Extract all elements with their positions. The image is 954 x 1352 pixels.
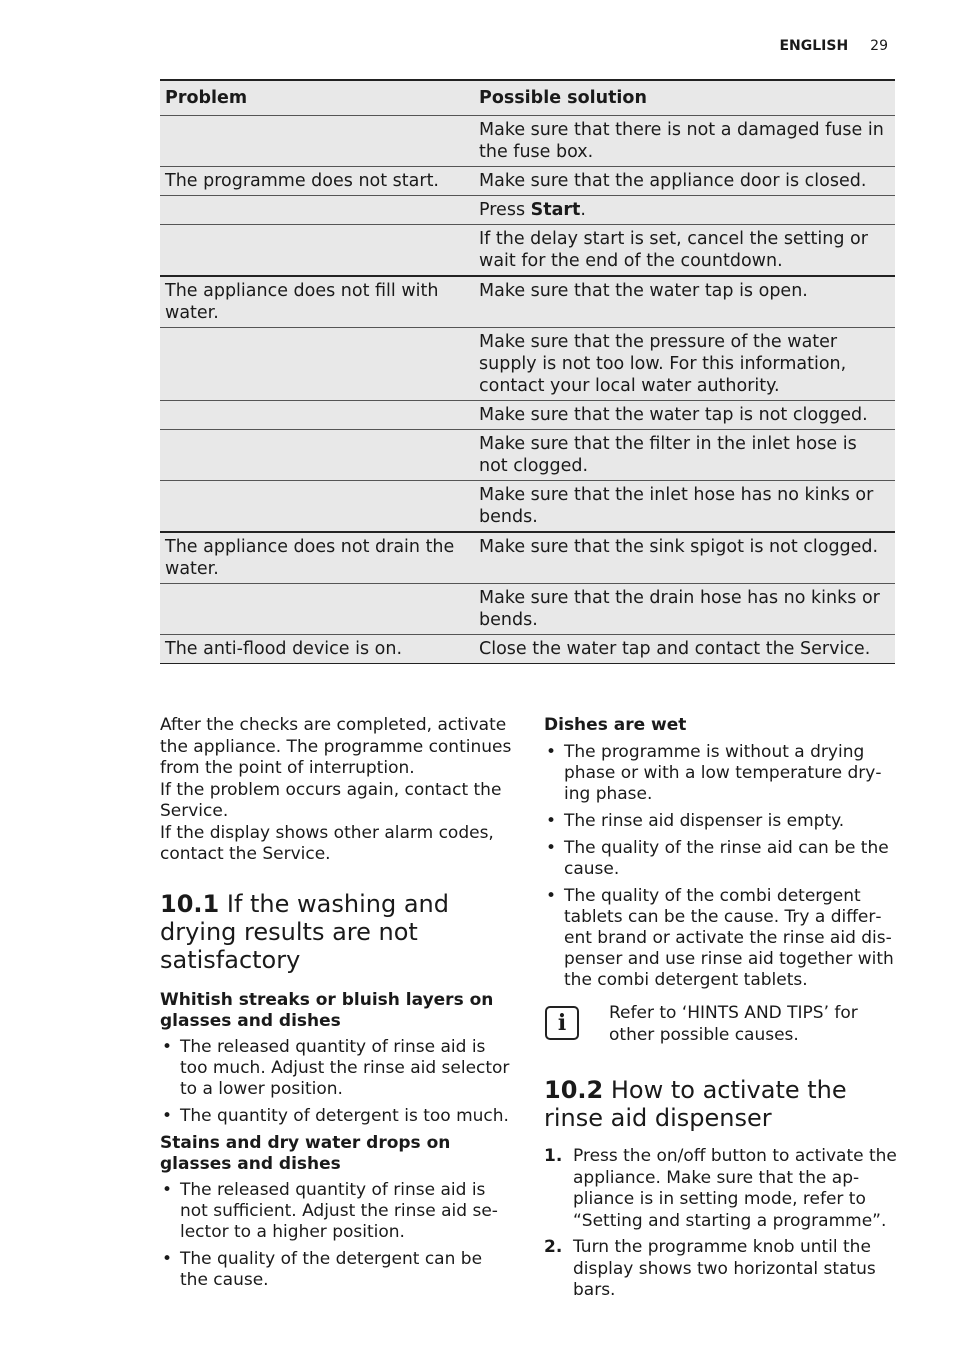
info-icon: i [545,1006,579,1040]
wet-list [544,742,899,991]
table-row [160,225,895,277]
step-text: Press the on/off button to activate the appliance. Make sure that the appliance is in setting mode, refer to “Setting and starting a programme”. [573,1146,897,1231]
steps-list [544,1146,899,1302]
info-text: Refer to ‘HINTS AND TIPS’ for other possible causes. [609,1003,858,1045]
solution-cell: Make sure that the sink spigot is not clogged. [474,532,895,584]
table-row [160,481,895,533]
section-heading-10-2 [544,1076,899,1132]
list-item: • The released quantity of rinse aid is not sufficient. Adjust the rinse aid selector to a higher position. [160,1180,515,1243]
section-number: 10.2 [544,1076,604,1104]
stains-list [160,1180,515,1291]
table-row [160,584,895,635]
list-item: • The rinse aid dispenser is empty. [544,811,899,832]
table-row [160,635,895,664]
table-row [160,401,895,430]
list-item: • The programme is without a drying phase or with a low temperature drying phase. [544,742,899,805]
problem-cell [160,196,474,225]
problem-cell [160,584,474,635]
table-row [160,167,895,196]
list-item: • The released quantity of rinse aid is too much. Adjust the rinse aid selector to a lower position. [160,1037,515,1100]
solution-cell: If the delay start is set, cancel the setting or wait for the end of the countdown. [474,225,895,277]
page-header [779,38,888,54]
problem-cell: The anti-flood device is on. [160,635,474,664]
after-checks-text: If the display shows other alarm codes, contact the Service. [160,822,494,864]
list-item: • The quality of the combi detergent tablets can be the cause. Try a different brand or activate the rinse aid dispenser and use rinse aid together with the combi detergent tablets. [544,886,899,991]
list-item: • The quality of the rinse aid can be the cause. [544,838,899,880]
column-header-problem: Problem [160,80,474,116]
streaks-list [160,1037,515,1127]
section-heading-10-1 [160,890,515,974]
table-row [160,276,895,328]
solution-cell: Make sure that the drain hose has no kinks or bends. [474,584,895,635]
solution-cell: Make sure that the pressure of the water supply is not too low. For this information, contact your local water authority. [474,328,895,401]
list-item: • The quantity of detergent is too much. [160,1106,515,1127]
stains-heading: Stains and dry water drops on glasses and dishes [160,1132,451,1174]
column-header-solution: Possible solution [474,80,895,116]
after-checks-text: After the checks are completed, activate the appliance. The programme continues from the point of interruption. [160,715,512,778]
table-row [160,196,895,225]
section-number: 10.1 [160,889,220,918]
right-column [544,713,899,1307]
list-item [544,1237,899,1302]
page-number: 29 [870,38,888,54]
solution-text: Press [479,200,531,220]
list-item [544,1146,899,1232]
problem-cell: The programme does not start. [160,167,474,196]
problem-cell [160,116,474,167]
table-row [160,532,895,584]
problem-cell: The appliance does not drain the water. [160,532,474,584]
table-row [160,430,895,481]
language-label: ENGLISH [779,38,849,54]
info-note [544,1003,899,1046]
table-header-row [160,80,895,116]
problem-cell [160,401,474,430]
wet-heading: Dishes are wet [544,715,687,735]
section-title: If the washing and drying results are not satisfactory [160,889,449,974]
step-number: 1. [544,1146,563,1166]
solution-cell: Close the water tap and contact the Service. [474,635,895,664]
solution-cell: Make sure that the filter in the inlet hose is not clogged. [474,430,895,481]
solution-cell: Make sure that the water tap is open. [474,276,895,328]
problem-cell [160,430,474,481]
problem-cell [160,328,474,401]
table-row [160,328,895,401]
left-column [160,713,515,1297]
step-number: 2. [544,1237,563,1257]
problem-cell [160,225,474,277]
solution-cell: Make sure that the water tap is not clogged. [474,401,895,430]
table-row [160,116,895,167]
step-text: Turn the programme knob until the display shows two horizontal status bars. [573,1237,876,1300]
solution-cell: Make sure that the appliance door is closed. [474,167,895,196]
start-button-label: Start [530,200,581,220]
list-item: • The quality of the detergent can be the cause. [160,1249,515,1291]
solution-cell [474,196,895,225]
solution-cell: Make sure that the inlet hose has no kinks or bends. [474,481,895,533]
problem-cell [160,481,474,533]
solution-cell: Make sure that there is not a damaged fuse in the fuse box. [474,116,895,167]
problem-cell: The appliance does not fill with water. [160,276,474,328]
after-checks-text: If the problem occurs again, contact the Service. [160,779,502,821]
solution-text: . [580,200,586,220]
troubleshooting-table [160,79,895,664]
streaks-heading: Whitish streaks or bluish layers on glasses and dishes [160,989,494,1031]
section-title: How to activate the rinse aid dispenser [544,1076,847,1132]
